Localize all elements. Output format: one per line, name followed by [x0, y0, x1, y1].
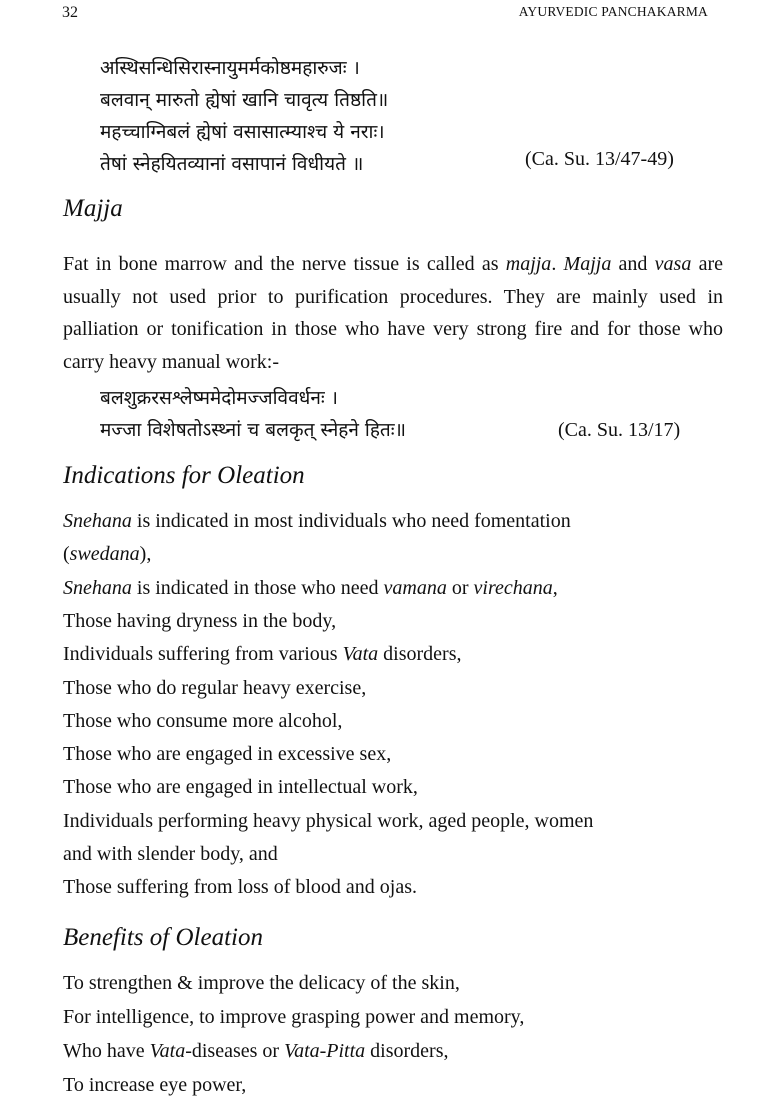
list-line — [63, 577, 558, 600]
page-number: 32 — [62, 4, 78, 21]
text-run: Those who are engaged in intellectual work, — [63, 776, 418, 799]
sanskrit-verse-1 — [100, 52, 388, 180]
italic-term: Snehana — [63, 576, 132, 599]
list-line — [63, 972, 460, 995]
text-run: To strengthen & improve the delicacy of the skin, — [63, 972, 460, 994]
list-line — [63, 543, 151, 566]
text-run: and with slender body, and — [63, 843, 278, 865]
text-run: Those who do regular heavy exercise, — [63, 676, 367, 699]
verse-line: मज्जा विशेषतोऽस्थ्नां च बलकृत् स्नेहने हितः॥ — [100, 419, 406, 441]
italic-term: vamana — [383, 576, 447, 599]
italic-term: majja — [505, 253, 552, 275]
text-run: . — [551, 253, 564, 275]
text-run: -diseases or — [185, 1040, 285, 1062]
italic-term: Vata — [342, 643, 379, 666]
list-line — [63, 776, 418, 799]
list-line — [63, 643, 461, 666]
italic-term: Vata — [149, 1040, 186, 1062]
italic-term: vasa — [654, 253, 692, 275]
list-line — [63, 810, 593, 833]
list-line — [63, 843, 278, 866]
text-run: disorders, — [365, 1040, 449, 1062]
heading-benefits: Benefits of Oleation — [63, 924, 263, 951]
text-run: Individuals suffering from various — [63, 643, 343, 666]
text-run: To increase eye power, — [63, 1074, 247, 1096]
majja-paragraph — [63, 248, 723, 378]
list-line — [63, 1074, 246, 1097]
verse-line: तेषां स्नेहयितव्यानां वसापानं विधीयते ॥ — [100, 153, 364, 175]
list-line — [63, 677, 366, 700]
list-line — [63, 743, 391, 766]
list-line — [63, 1040, 449, 1063]
text-run: Who have — [63, 1040, 150, 1062]
italic-term: Snehana — [63, 510, 132, 532]
verse-line: बलशुक्ररसश्लेष्ममेदोमज्जविवर्धनः । — [100, 387, 338, 409]
text-run: or — [446, 576, 474, 599]
text-run: Individuals performing heavy physical work, aged people, women — [63, 809, 594, 832]
text-run: and — [611, 253, 655, 275]
text-run: Fat in bone marrow and the nerve tissue is called as — [63, 253, 506, 275]
running-head: AYURVEDIC PANCHAKARMA — [518, 4, 708, 19]
list-line — [63, 876, 417, 899]
text-run: ( — [63, 543, 70, 566]
list-line — [63, 510, 571, 533]
text-run: are usually not used prior to purification procedures. They are mainly used in palliation or tonification in those who have very strong fire and for those who carry heavy manual work:- — [63, 253, 723, 373]
verse-line: महच्चाग्निबलं ह्येषां वसासात्म्याश्च ये नराः। — [100, 121, 385, 143]
list-line — [63, 1006, 524, 1029]
italic-term: virechana — [473, 576, 553, 599]
italic-term: swedana — [69, 543, 140, 566]
text-run: disorders, — [378, 643, 462, 666]
italic-term: Majja — [563, 253, 612, 275]
text-run: is indicated in most individuals who need fomentation — [131, 510, 571, 532]
sanskrit-verse-2 — [100, 382, 406, 446]
verse-line: अस्थिसन्धिसिरास्नायुमर्मकोष्ठमहारुजः । — [100, 57, 360, 79]
text-run: Those having dryness in the body, — [63, 609, 337, 632]
list-line — [63, 710, 342, 733]
text-run: For intelligence, to improve grasping power and memory, — [63, 1006, 525, 1028]
text-run: ), — [139, 543, 152, 566]
text-run: Those who are engaged in excessive sex, — [63, 743, 392, 766]
verse-1-citation: (Ca. Su. 13/47-49) — [525, 148, 674, 170]
italic-term: Vata-Pitta — [284, 1040, 366, 1062]
heading-indications: Indications for Oleation — [63, 462, 305, 489]
heading-majja: Majja — [63, 195, 123, 222]
text-run: , — [552, 576, 558, 599]
list-line — [63, 610, 336, 633]
text-run: Those suffering from loss of blood and ojas. — [63, 876, 418, 899]
text-run: Those who consume more alcohol, — [63, 709, 343, 732]
verse-line: बलवान् मारुतो ह्येषां खानि चावृत्य तिष्ठति॥ — [100, 89, 389, 111]
verse-2-citation: (Ca. Su. 13/17) — [558, 419, 681, 441]
text-run: is indicated in those who need — [131, 576, 384, 599]
